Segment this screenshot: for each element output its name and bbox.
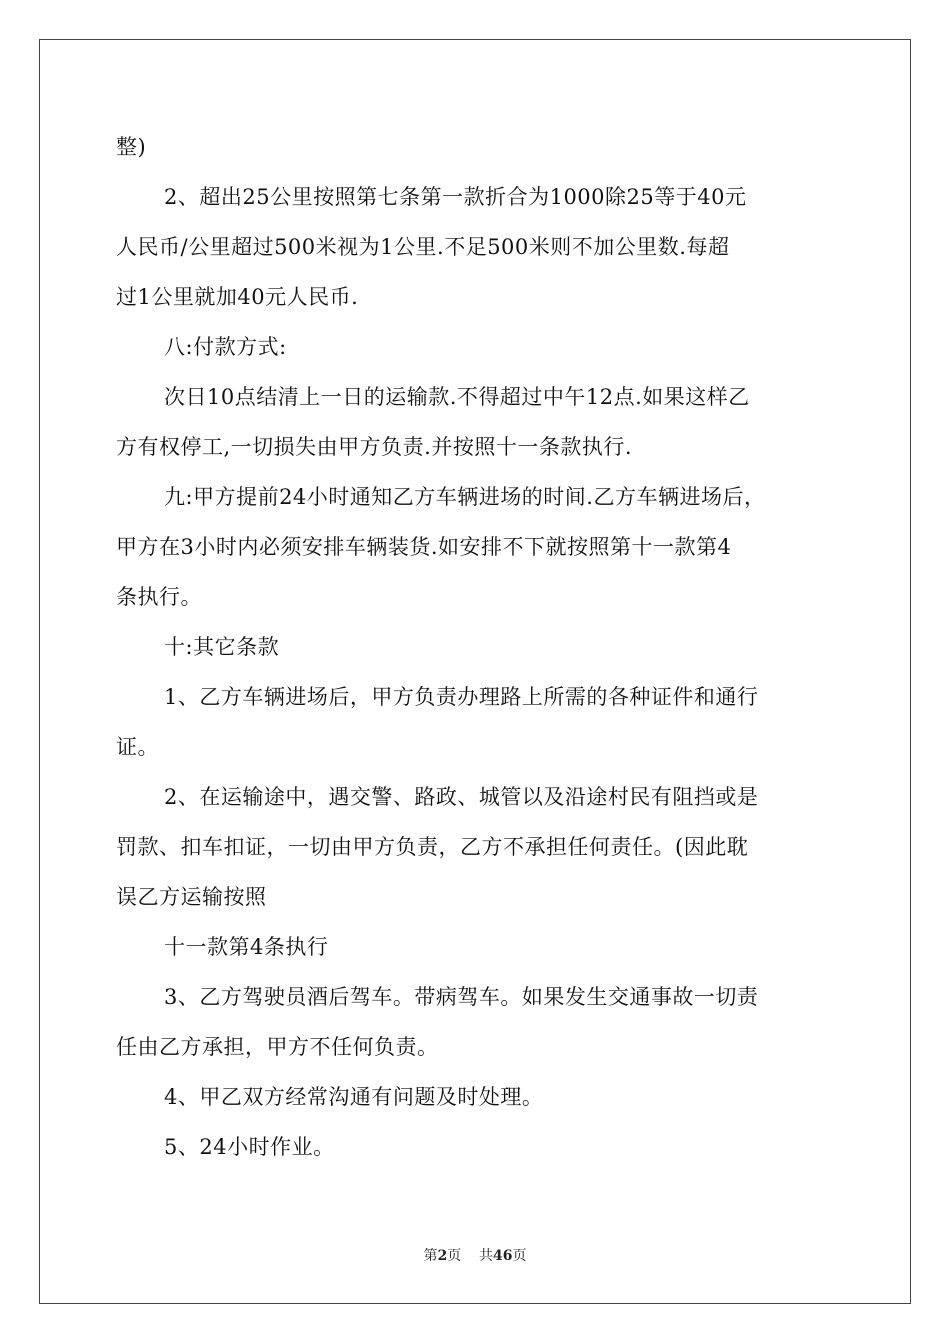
text-line: 条执行。 xyxy=(116,585,202,609)
page-prefix: 第 xyxy=(423,1248,438,1264)
total-pages: 46 xyxy=(493,1248,513,1264)
text-line: 3、乙方驾驶员酒后驾车。带病驾车。如果发生交通事故一切责 xyxy=(164,985,759,1009)
text-line: 人民币/公里超过500米视为1公里.不足500米则不加公里数.每超 xyxy=(116,235,730,259)
total-suffix: 页 xyxy=(512,1248,527,1264)
text-line: 整) xyxy=(116,135,147,159)
text-line: 罚款、扣车扣证，一切由甲方负责，乙方不承担任何责任。(因此耽 xyxy=(116,835,749,859)
text-line: 证。 xyxy=(116,735,159,759)
text-line: 甲方在3小时内必须安排车辆装货.如安排不下就按照第十一款第4 xyxy=(116,535,732,559)
page-footer xyxy=(0,1245,950,1265)
text-line: 5、24小时作业。 xyxy=(164,1135,335,1159)
document-body xyxy=(116,122,838,1172)
text-line: 九:甲方提前24小时通知乙方车辆进场的时间.乙方车辆进场后， xyxy=(164,485,766,509)
text-line: 过1公里就加40元人民币. xyxy=(116,285,359,309)
text-line: 十一款第4条执行 xyxy=(164,935,329,959)
text-line: 2、在运输途中，遇交警、路政、城管以及沿途村民有阻挡或是 xyxy=(164,785,759,809)
text-line: 任由乙方承担，甲方不任何负责。 xyxy=(116,1035,439,1059)
text-line: 八:付款方式: xyxy=(164,335,287,359)
page-number: 2 xyxy=(437,1248,448,1264)
text-line: 误乙方运输按照 xyxy=(116,885,267,909)
text-line: 4、甲乙双方经常沟通有问题及时处理。 xyxy=(164,1085,544,1109)
text-line: 方有权停工,一切损失由甲方负责.并按照十一条款执行. xyxy=(116,435,633,459)
text-line: 2、超出25公里按照第七条第一款折合为1000除25等于40元 xyxy=(164,185,747,209)
text-line: 1、乙方车辆进场后，甲方负责办理路上所需的各种证件和通行 xyxy=(164,685,759,709)
total-prefix: 共 xyxy=(479,1248,494,1264)
page-suffix: 页 xyxy=(447,1248,462,1264)
text-line: 十:其它条款 xyxy=(164,635,280,659)
text-line: 次日10点结清上一日的运输款.不得超过中午12点.如果这样乙 xyxy=(164,385,750,409)
